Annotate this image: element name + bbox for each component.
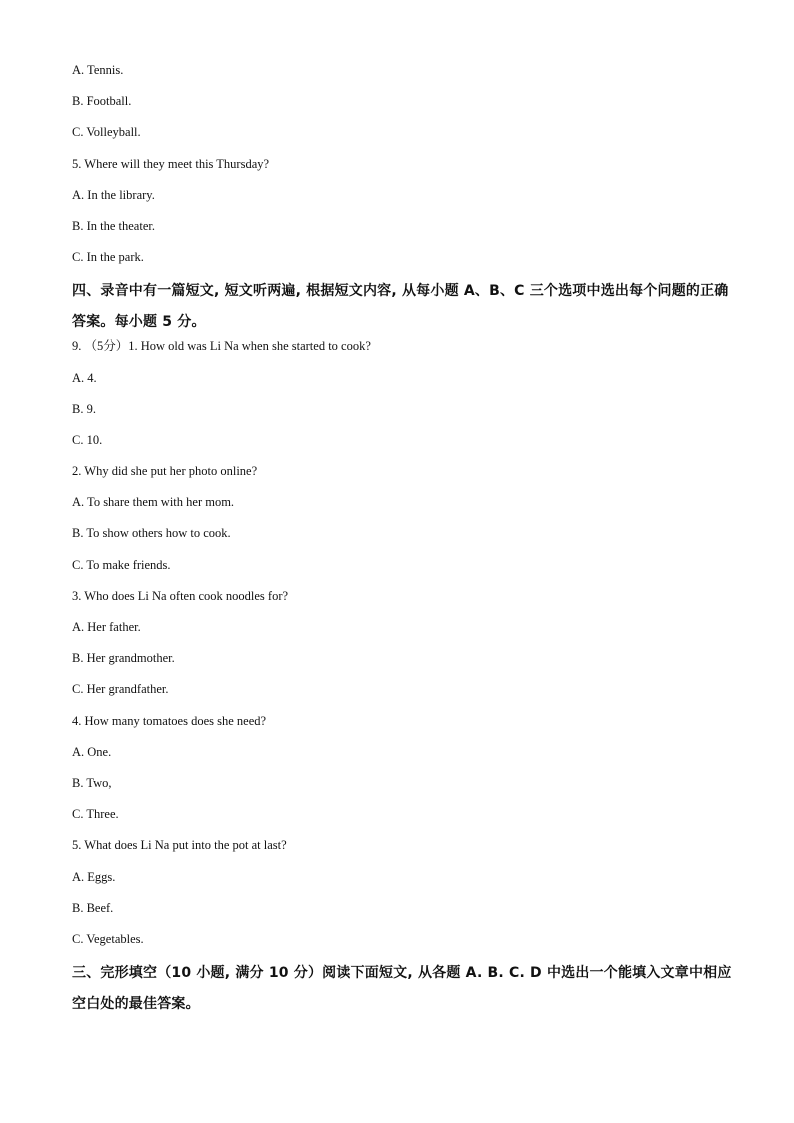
question-line: 5. Where will they meet this Thursday? <box>72 156 270 171</box>
question-line: 9. （5分）1. How old was Li Na when she started to cook? <box>72 339 371 354</box>
option-line: A. Eggs. <box>72 869 116 884</box>
option-line: C. Vegetables. <box>72 931 144 946</box>
option-line: B. To show others how to cook. <box>72 526 231 541</box>
section-heading-3: 三、完形填空（10 小题, 满分 10 分）阅读下面短文, 从各题 A. B. C. D 中选出一个能填入文章中相应空白处的最佳答案。 <box>72 965 732 1013</box>
option-line: B. 9. <box>72 401 96 416</box>
option-line: B. In the theater. <box>72 218 155 233</box>
option-line: B. Beef. <box>72 900 114 915</box>
option-line: A. One. <box>72 744 112 759</box>
option-line: A. Tennis. <box>72 63 124 77</box>
question-line: 4. How many tomatoes does she need? <box>72 713 267 728</box>
question-line: 5. What does Li Na put into the pot at last? <box>72 838 287 853</box>
option-line: C. Volleyball. <box>72 125 141 140</box>
option-line: A. In the library. <box>72 187 155 202</box>
document-page <box>72 62 732 1020</box>
question-options-top <box>72 62 732 265</box>
option-line: C. Her grandfather. <box>72 682 169 697</box>
option-line: B. Her grandmother. <box>72 651 175 666</box>
option-line: B. Two, <box>72 775 112 790</box>
option-line: C. 10. <box>72 432 103 447</box>
question-line: 2. Why did she put her photo online? <box>72 464 258 479</box>
option-line: A. Her father. <box>72 620 141 634</box>
section-heading-4: 四、录音中有一篇短文, 短文听两遍, 根据短文内容, 从每小题 A、B、C 三个选项中选出每个问题的正确答案。每小题 5 分。 <box>72 283 729 331</box>
option-line: A. 4. <box>72 370 97 385</box>
option-line: C. Three. <box>72 807 119 822</box>
option-line: C. To make friends. <box>72 557 171 572</box>
option-line: B. Football. <box>72 94 132 109</box>
question-block-9 <box>72 338 732 947</box>
option-line: A. To share them with her mom. <box>72 495 235 510</box>
question-line: 3. Who does Li Na often cook noodles for? <box>72 588 289 603</box>
option-line: C. In the park. <box>72 250 144 265</box>
